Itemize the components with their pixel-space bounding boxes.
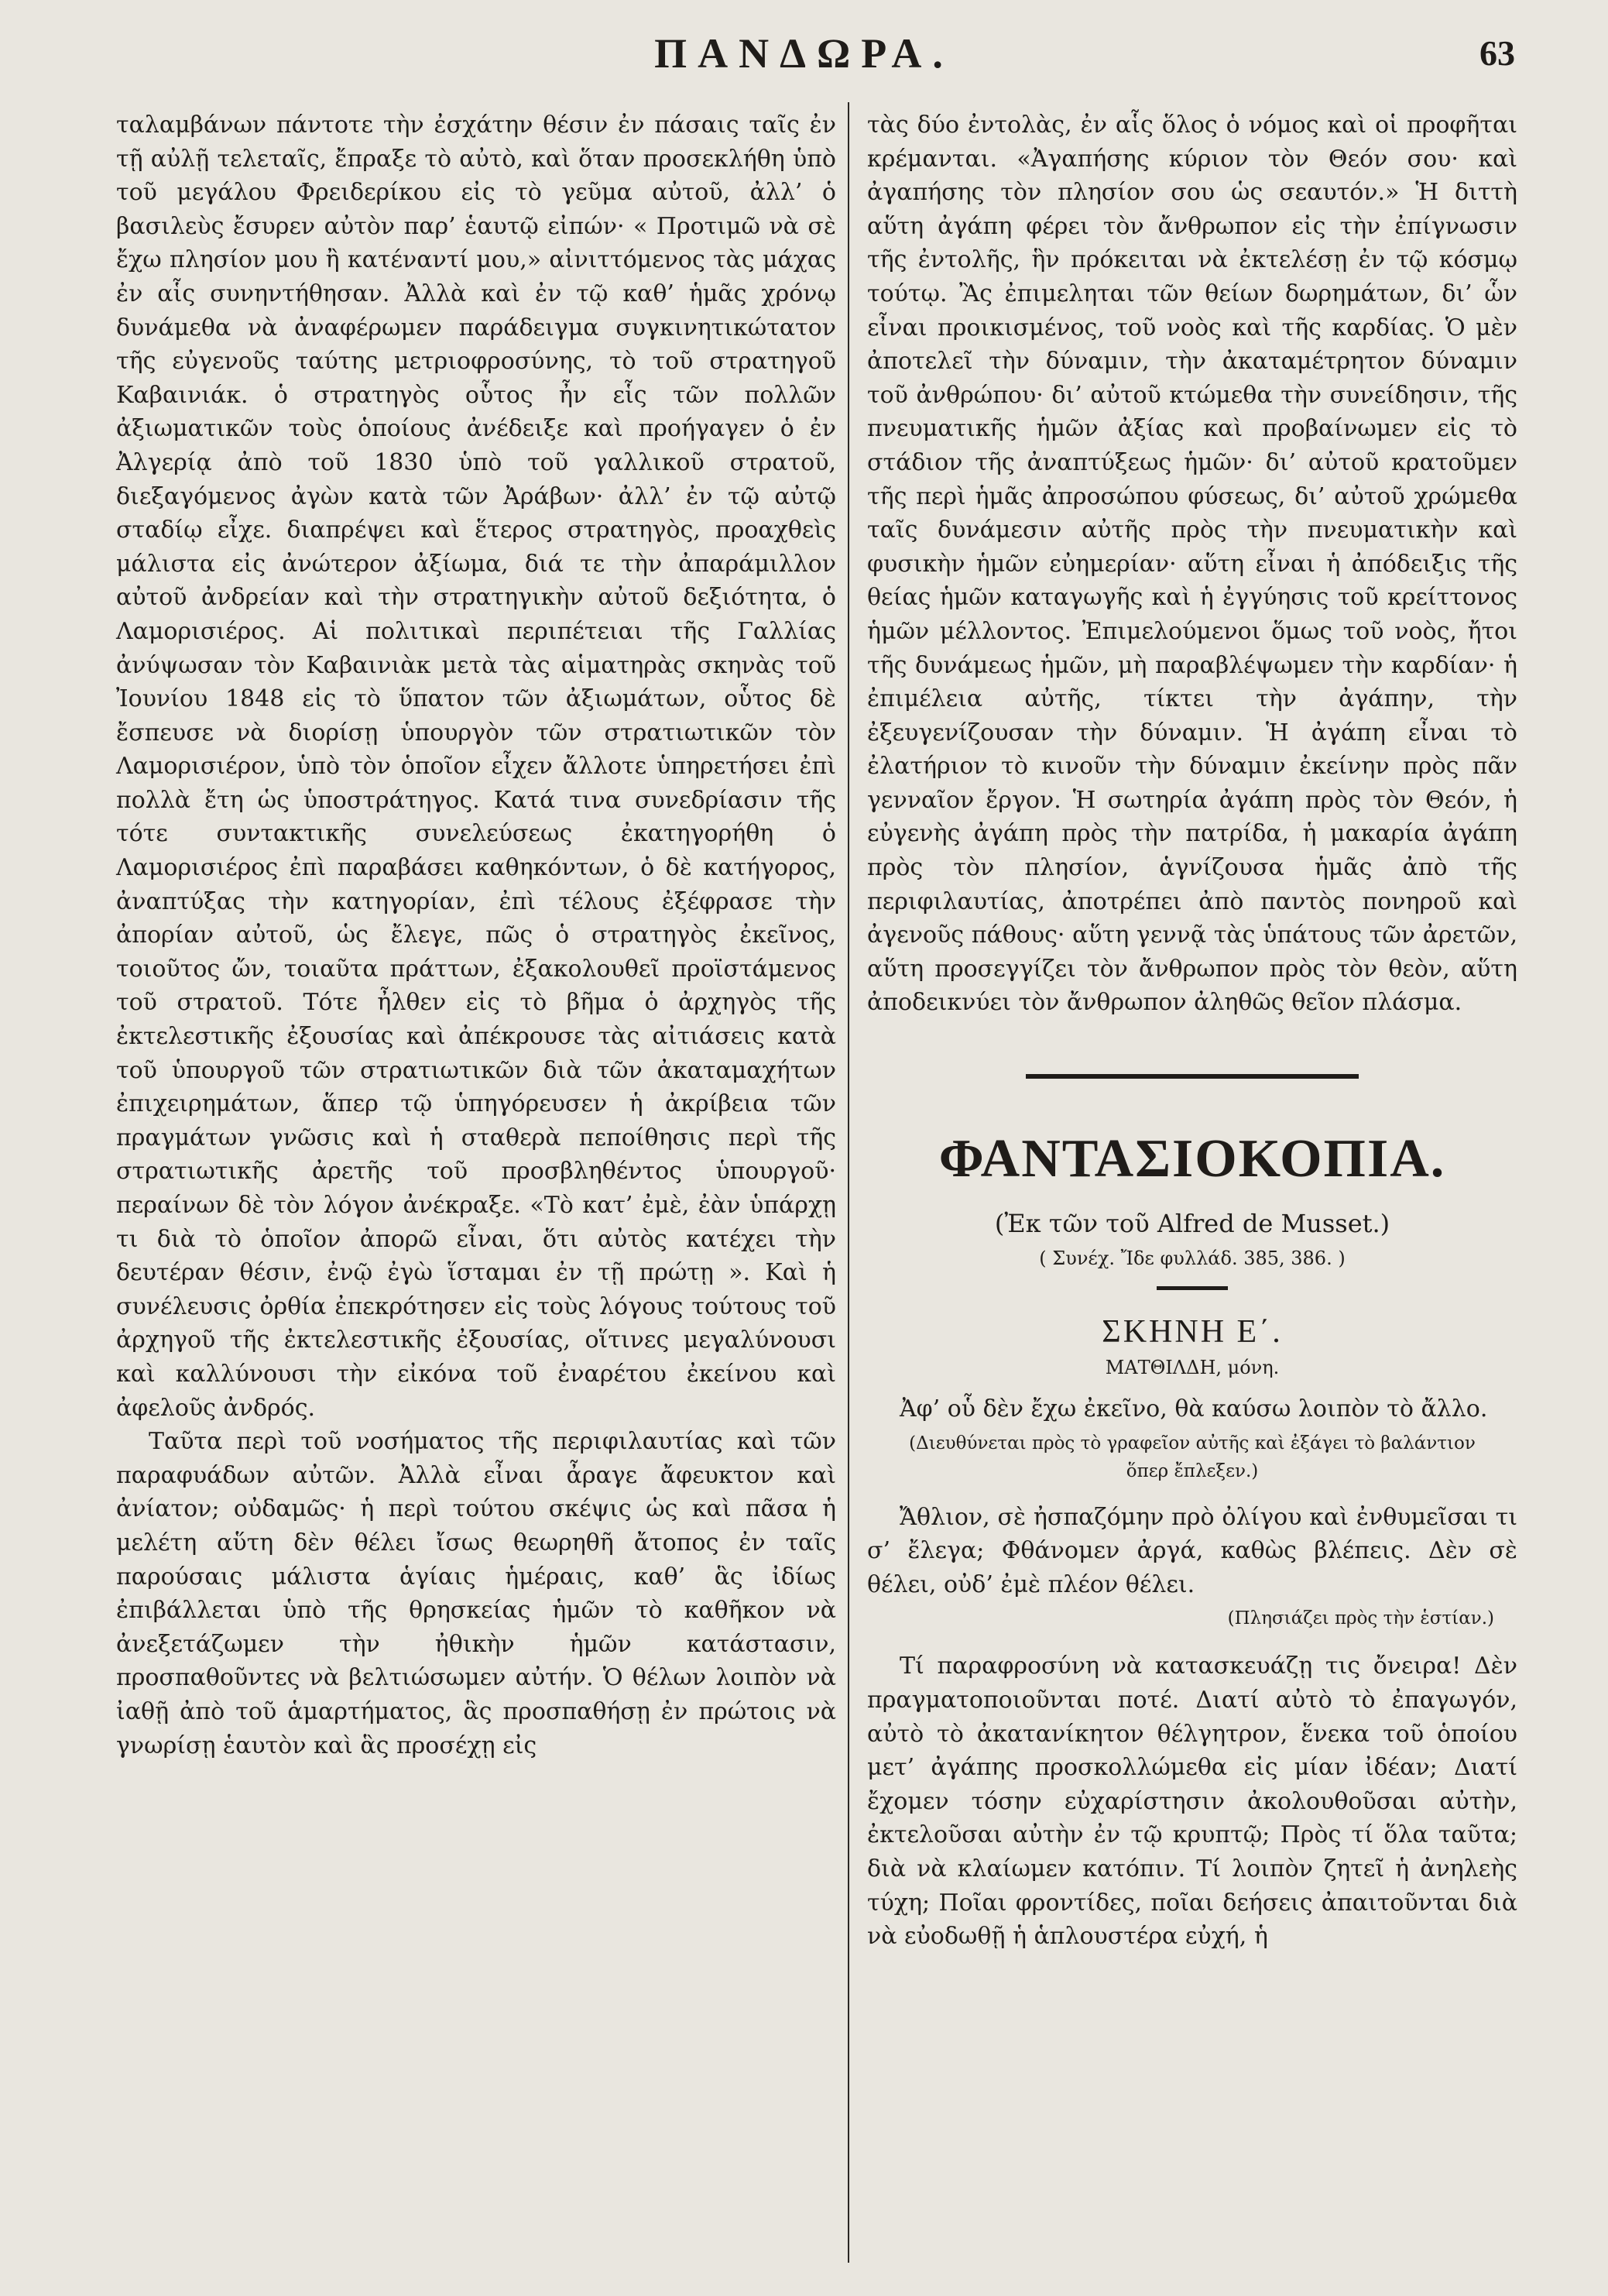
column-rule: [848, 102, 849, 2263]
body-paragraph: Ταῦτα περὶ τοῦ νοσήματος τῆς περιφιλαυτίας καὶ τῶν παραφυάδων αὐτῶν. Ἀλλὰ εἶναι ἆραγε ἄφευκτον καὶ ἀνίατον; οὐδαμῶς· ἡ περὶ τούτου σκέψις ὡς καὶ πᾶσα ἡ μελέτη αὕτη δὲν θέλει ἴσως θεωρηθῆ ἄτοπος ἐν ταῖς παρούσαις μάλιστα ἁγίαις ἡμέραις, καθ’ ἃς ἰδίως ἐπιβάλλεται ὑπὸ τῆς θρησκείας ἡμῶν τὸ καθῆκον νὰ ἀνεξετάζωμεν τὴν ἠθικὴν ἡμῶν κατάστασιν, προσπαθοῦντες νὰ βελτιώσωμεν αὐτήν. Ὁ θέλων λοιπὸν νὰ ἰαθῇ ἀπὸ τοῦ ἁμαρτήματος, ἃς προσπαθήσῃ ἐν πρώτοις νὰ γνωρίσῃ ἑαυτὸν καὶ ἃς προσέχῃ εἰς: [116, 1428, 836, 1759]
dialogue-line: Ἄθλιον, σὲ ἠσπαζόμην πρὸ ὀλίγου καὶ ἐνθυμεῖσαι τι σ’ ἔλεγα; Φθάνομεν ἀργά, καθὼς βλέπεις. Δὲν σὲ θέλει, οὐδ’ ἐμὲ πλέον θέλει.: [867, 1503, 1517, 1598]
left-column: [116, 108, 836, 1762]
body-paragraph: ταλαμβάνων πάντοτε τὴν ἐσχάτην θέσιν ἐν πάσαις ταῖς ἐν τῇ αὐλῇ τελεταῖς, ἔπραξε τὸ αὐτὸ, καὶ ὅταν προσεκλήθη ὑπὸ τοῦ μεγάλου Φρειδερίκου εἰς τὸ γεῦμα αὐτοῦ, ἀλλ’ ὁ βασιλεὺς ἔσυρεν αὐτὸν παρ’ ἑαυτῷ εἰπών· « Προτιμῶ νὰ σὲ ἔχω πλησίον μου ἢ κατέναντί μου,» αἰνιττόμενος τὰς μάχας ἐν αἷς συνηντήθησαν. Ἀλλὰ καὶ ἐν τῷ καθ’ ἡμᾶς χρόνῳ δυνάμεθα νὰ ἀναφέρωμεν παράδειγμα συγκινητικώτατον τῆς εὐγενοῦς ταύτης μετριοφροσύνης, τὸ τοῦ στρατηγοῦ Καβαινιάκ. ὁ στρατηγὸς οὗτος ἦν εἷς τῶν πολλῶν ἀξιωματικῶν τοὺς ὁποίους ἀνέδειξε καὶ προήγαγεν ὁ ἐν Ἀλγερίᾳ ἀπὸ τοῦ 1830 ὑπὸ τοῦ γαλλικοῦ στρατοῦ, διεξαγόμενος ἀγὼν κατὰ τῶν Ἀράβων· ἀλλ’ ἐν τῷ αὐτῷ σταδίῳ εἶχε. διαπρέψει καὶ ἕτερος στρατηγὸς, προαχθεὶς μάλιστα εἰς ἀνώτερον ἀξίωμα, διά τε τὴν ἀπαράμιλλον αὐτοῦ ἀνδρείαν καὶ τὴν στρατηγικὴν αὐτοῦ δεξιότητα, ὁ Λαμορισιέρος. Αἱ πολιτικαὶ περιπέτειαι τῆς Γαλλίας ἀνύψωσαν τὸν Καβαινιὰκ μετὰ τὰς αἱματηρὰς σκηνὰς τοῦ Ἰουνίου 1848 εἰς τὸ ὕπατον τῶν ἀξιωμάτων, οὗτος δὲ ἔσπευσε νὰ διορίσῃ ὑπουργὸν τῶν στρατιωτικῶν τὸν Λαμορισιέρον, ὑπὸ τὸν ὁποῖον εἶχεν ἄλλοτε ὑπηρετήσει ἐπὶ πολλὰ ἔτη ὡς ὑποστράτηγος. Κατά τινα συνεδρίασιν τῆς τότε συντακτικῆς συνελεύσεως ἐκατηγορήθη ὁ Λαμορισιέρος ἐπὶ παραβάσει καθηκόντων, ὁ δὲ κατήγορος, ἀναπτύξας τὴν κατηγορίαν, ἐπὶ τέλους ἐξέφρασε τὴν ἀπορίαν αὐτοῦ, ὡς ἔλεγε, πῶς ὁ στρατηγὸς ἐκεῖνος, τοιοῦτος ὤν, τοιαῦτα πράττων, ἐξακολουθεῖ προϊστάμενος τοῦ στρατοῦ. Τότε ἦλθεν εἰς τὸ βῆμα ὁ ἀρχηγὸς τῆς ἐκτελεστικῆς ἐξουσίας καὶ ἀπέκρουσε τὰς αἰτιάσεις κατὰ τοῦ ὑπουργοῦ τῶν στρατιωτικῶν διὰ τῶν ἀκαταμαχήτων ἐπιχειρημάτων, ἅπερ τῷ ὑπηγόρευσεν ἡ ἀκρίβεια τῶν πραγμάτων γνῶσις καὶ ἡ σταθερὰ πεποίθησις περὶ τῆς στρατιωτικῆς ἀρετῆς τοῦ προσβληθέντος ὑπουργοῦ· περαίνων δὲ τὸν λόγον ἀνέκραξε. «Τὸ κατ’ ἐμὲ, ἐὰν ὑπάρχῃ τι διὰ τὸ ὁποῖον ἀπορῶ εἶναι, ὅτι αὐτὸς κατέχει τὴν δευτέραν θέσιν, ἐνῷ ἐγὼ ἵσταμαι ἐν τῇ πρώτῃ ». Καὶ ἡ συνέλευσις ὀρθία ἐπεκρότησεν εἰς τοὺς λόγους τούτους τοῦ ἀρχηγοῦ τῆς ἐκτελεστικῆς ἐξουσίας, οἵτινες μεγαλύνουσι καὶ καλλύνουσι τὴν εἰκόνα τοῦ ἐναρέτου ἐκείνου καὶ ἀφελοῦς ἀνδρός.: [116, 112, 836, 1422]
running-head: [0, 29, 1608, 91]
running-title: ΠΑΝΔΩΡΑ.: [654, 30, 954, 77]
dialogue-line: Ἀφ’ οὗ δὲν ἔχω ἐκεῖνο, θὰ καύσω λοιπὸν τὸ ἄλλο.: [900, 1395, 1488, 1423]
section-divider: [1026, 1074, 1359, 1079]
scene-title: ΣΚΗΝΗ Ε΄.: [1102, 1314, 1283, 1350]
stage-direction: (Διευθύνεται πρὸς τὸ γραφεῖον αὐτῆς καὶ ἐξάγει τὸ βαλάντιον ὅπερ ἔπλεξεν.): [909, 1433, 1476, 1481]
right-column: [867, 108, 1517, 1954]
stage-direction: (Πλησιάζει πρὸς τὴν ἑστίαν.): [1227, 1608, 1494, 1629]
essay-conclusion: τὰς δύο ἐντολὰς, ἐν αἷς ὅλος ὁ νόμος καὶ οἱ προφῆται κρέμανται. «Ἀγαπήσης κύριον τὸν Θεόν σου· καὶ ἀγαπήσης τὸν πλησίον σου ὡς σεαυτόν.» Ἡ διττὴ αὕτη ἀγάπη φέρει τὸν ἄνθρωπον εἰς τὴν ἐπίγνωσιν τῆς ἐντολῆς, ἣν πρόκειται νὰ ἐκτελέσῃ ἐν τῷ κόσμῳ τούτῳ. Ἂς ἐπιμεληται τῶν θείων δωρημάτων, δι’ ὧν εἶναι προικισμένος, τοῦ νοὸς καὶ τῆς καρδίας. Ὁ μὲν ἀποτελεῖ τὴν δύναμιν, τὴν ἀκαταμέτρητον δύναμιν τοῦ ἀνθρώπου· δι’ αὐτοῦ κτώμεθα τὴν συνείδησιν, τῆς πνευματικῆς ἡμῶν ἀξίας καὶ προβαίνωμεν εἰς τὸ στάδιον τῆς ἀναπτύξεως ἡμῶν· δι’ αὐτοῦ κρατοῦμεν τῆς περὶ ἡμᾶς ἀπροσώπου φύσεως, δι’ αὐτοῦ χρώμεθα ταῖς δυνάμεσιν αὐτῆς πρὸς τὴν πνευματικὴν καὶ φυσικὴν ἡμῶν εὐημερίαν· αὕτη εἶναι ἡ ἀπόδειξις τῆς θείας ἡμῶν καταγωγῆς καὶ ἡ ἐγγύησις τοῦ κρείττονος ἡμῶν μέλλοντος. Ἐπιμελούμενοι ὅμως τοῦ νοὸς, ἤτοι τῆς δυνάμεως ἡμῶν, μὴ παραβλέψωμεν τὴν καρδίαν· ἡ ἐπιμέλεια αὐτῆς, τίκτει τὴν ἀγάπην, τὴν ἐξευγενίζουσαν τὴν δύναμιν. Ἡ ἀγάπη εἶναι τὸ ἐλατήριον τὸ κινοῦν τὴν δύναμιν ἐκείνην πρὸς πᾶν γενναῖον ἔργον. Ἡ σωτηρία ἀγάπη πρὸς τὸν Θεόν, ἡ εὐγενὴς ἀγάπη πρὸς τὴν πατρίδα, ἡ μακαρία ἀγάπη πρὸς τὸν πλησίον, ἁγνίζουσα ἡμᾶς ἀπὸ τῆς περιφιλαυτίας, ἀποτρέπει ἀπὸ παντὸς πονηροῦ καὶ ἀγενοῦς πάθους· αὕτη γεννᾷ τὰς ὑπάτους τῶν ἀρετῶν, αὕτη προσεγγίζει τὸν ἄνθρωπον πρὸς τὸν θεὸν, αὕτη ἀποδεικνύει τὸν ἄνθρωπον ἀληθῶς θεῖον πλάσμα.: [867, 112, 1517, 1017]
continuation-note: ( Συνέχ. Ἴδε φυλλάδ. 385, 386. ): [1039, 1248, 1346, 1270]
short-divider: [1157, 1286, 1228, 1290]
section-title: ΦΑΝΤΑΣΙΟΚΟΠΙΑ.: [938, 1129, 1446, 1189]
scene-speaker: ΜΑΤΘΙΛΔΗ, μόνη.: [1105, 1357, 1280, 1379]
section-source: (Ἐκ τῶν τοῦ Alfred de Musset.): [994, 1209, 1390, 1239]
page-number: 63: [1479, 33, 1515, 73]
dialogue-line: Τί παραφροσύνη νὰ κατασκευάζῃ τις ὄνειρα! Δὲν πραγματοποιοῦνται ποτέ. Διατί αὐτὸ τὸ ἐπαγωγόν, αὐτὸ τὸ ἀκατανίκητον θέλγητρον, ἕνεκα τοῦ ὁποίου μετ’ ἀγάπης προσκολλώμεθα εἰς μίαν ἰδέαν; Διατί ἔχομεν τόσην εὐχαρίστησιν ἀκολουθοῦσαι αὐτὴν, ἐκτελοῦσαι αὐτὴν ἐν τῷ κρυπτῷ; Πρὸς τί ὅλα ταῦτα; διὰ νὰ κλαίωμεν κατόπιν. Τί λοιπὸν ζητεῖ ἡ ἀνηλεὴς τύχη; Ποῖαι φροντίδες, ποῖαι δεήσεις ἀπαιτοῦνται διὰ νὰ εὐοδωθῇ ἡ ἁπλουστέρα εὐχή, ἡ: [867, 1653, 1517, 1951]
